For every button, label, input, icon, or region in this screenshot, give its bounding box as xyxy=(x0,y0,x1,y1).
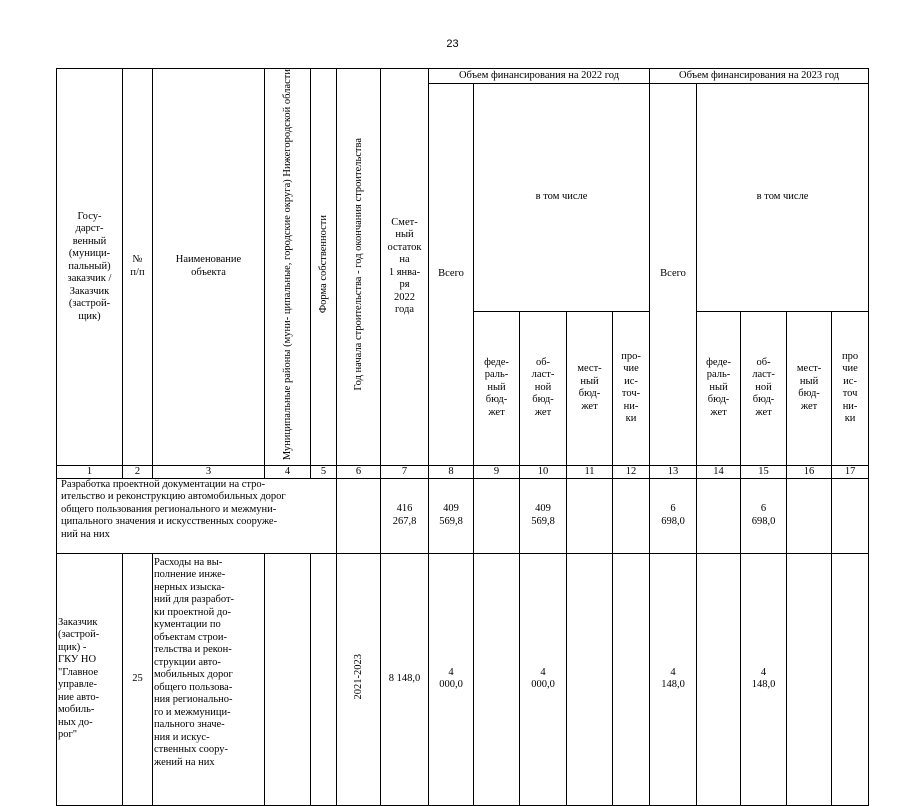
item-other-2023 xyxy=(832,553,869,805)
header-row-1 xyxy=(57,69,869,84)
section-row xyxy=(57,478,869,553)
column-number: 4 xyxy=(265,465,311,478)
header-total-2023: Всего xyxy=(650,84,697,466)
section-regional-2023: 6 698,0 xyxy=(741,478,787,553)
column-number: 7 xyxy=(381,465,429,478)
item-years: 2021-2023 xyxy=(337,553,381,805)
column-number: 12 xyxy=(613,465,650,478)
column-number: 9 xyxy=(474,465,520,478)
header-including-2022: в том числе xyxy=(474,84,650,312)
header-including-2023: в том числе xyxy=(697,84,869,312)
section-federal-2022 xyxy=(474,478,520,553)
header-local-2023: мест- ный бюд- жет xyxy=(787,311,832,465)
item-balance: 8 148,0 xyxy=(381,553,429,805)
item-local-2023 xyxy=(787,553,832,805)
section-title: Разработка проектной документации на стро- ительство и реконструкцию автомобильных дорог общего пользования регионального и межмуни- ципального значения и искусственных сооруже- ний на них xyxy=(57,478,337,553)
column-number-row xyxy=(57,465,869,478)
header-num: № п/п xyxy=(123,69,153,466)
item-districts xyxy=(265,553,311,805)
header-federal-2023: феде- раль- ный бюд- жет xyxy=(697,311,741,465)
item-regional-2022: 4 000,0 xyxy=(520,553,567,805)
section-local-2022 xyxy=(567,478,613,553)
column-number: 5 xyxy=(311,465,337,478)
item-num: 25 xyxy=(123,553,153,805)
column-number: 3 xyxy=(153,465,265,478)
header-districts: Муниципальные районы (муни- ципальные, городские округа) Нижегородской области xyxy=(265,69,311,466)
item-federal-2023 xyxy=(697,553,741,805)
item-total-2022: 4 000,0 xyxy=(429,553,474,805)
header-other-2023: про чие ис- точ ни- ки xyxy=(832,311,869,465)
column-number: 2 xyxy=(123,465,153,478)
item-total-2023: 4 148,0 xyxy=(650,553,697,805)
column-number: 13 xyxy=(650,465,697,478)
section-total-2022: 409 569,8 xyxy=(429,478,474,553)
header-years: Год начала строительства - год окончания строительства xyxy=(337,69,381,466)
item-other-2022 xyxy=(613,553,650,805)
header-other-2022: про- чие ис- точ- ни- ки xyxy=(613,311,650,465)
column-number: 17 xyxy=(832,465,869,478)
header-federal-2022: феде- раль- ный бюд- жет xyxy=(474,311,520,465)
item-ownership xyxy=(311,553,337,805)
header-fin-2022: Объем финансирования на 2022 год xyxy=(429,69,650,84)
item-customer: Заказчик (застрой- щик) - ГКУ НО "Главное управле- ние авто- мобиль- ных до- рог" xyxy=(57,553,123,805)
header-customer: Госу- дарст- венный (муници- пальный) заказчик / Заказчик (застрой- щик) xyxy=(57,69,123,466)
column-number: 16 xyxy=(787,465,832,478)
section-balance: 416 267,8 xyxy=(381,478,429,553)
section-other-2022 xyxy=(613,478,650,553)
column-number: 8 xyxy=(429,465,474,478)
item-regional-2023: 4 148,0 xyxy=(741,553,787,805)
column-number: 10 xyxy=(520,465,567,478)
column-number: 1 xyxy=(57,465,123,478)
column-number: 14 xyxy=(697,465,741,478)
item-federal-2022 xyxy=(474,553,520,805)
column-number: 6 xyxy=(337,465,381,478)
header-regional-2023: об- ласт- ной бюд- жет xyxy=(741,311,787,465)
header-local-2022: мест- ный бюд- жет xyxy=(567,311,613,465)
page-number: 23 xyxy=(446,38,459,50)
header-fin-2023: Объем финансирования на 2023 год xyxy=(650,69,869,84)
item-row xyxy=(57,553,869,805)
header-total-2022: Всего xyxy=(429,84,474,466)
section-total-2023: 6 698,0 xyxy=(650,478,697,553)
financing-table xyxy=(56,68,869,806)
column-number: 15 xyxy=(741,465,787,478)
header-balance: Смет- ный остаток на 1 янва- ря 2022 года xyxy=(381,69,429,466)
section-local-2023 xyxy=(787,478,832,553)
section-years xyxy=(337,478,381,553)
section-other-2023 xyxy=(832,478,869,553)
item-object-name: Расходы на вы- полнение инже- нерных изыска- ний для разработ- ки проектной до- кументации по объектам строи- тельства и рекон- струкции авто- мобильных дорог общего пользова- ния регионально- го и межмуници- пального значе- ния и искус- ственных соору- жений на них xyxy=(153,553,265,805)
section-regional-2022: 409 569,8 xyxy=(520,478,567,553)
column-number: 11 xyxy=(567,465,613,478)
header-regional-2022: об- ласт- ной бюд- жет xyxy=(520,311,567,465)
header-object-name: Наименование объекта xyxy=(153,69,265,466)
section-federal-2023 xyxy=(697,478,741,553)
header-ownership: Форма собственности xyxy=(311,69,337,466)
item-local-2022 xyxy=(567,553,613,805)
